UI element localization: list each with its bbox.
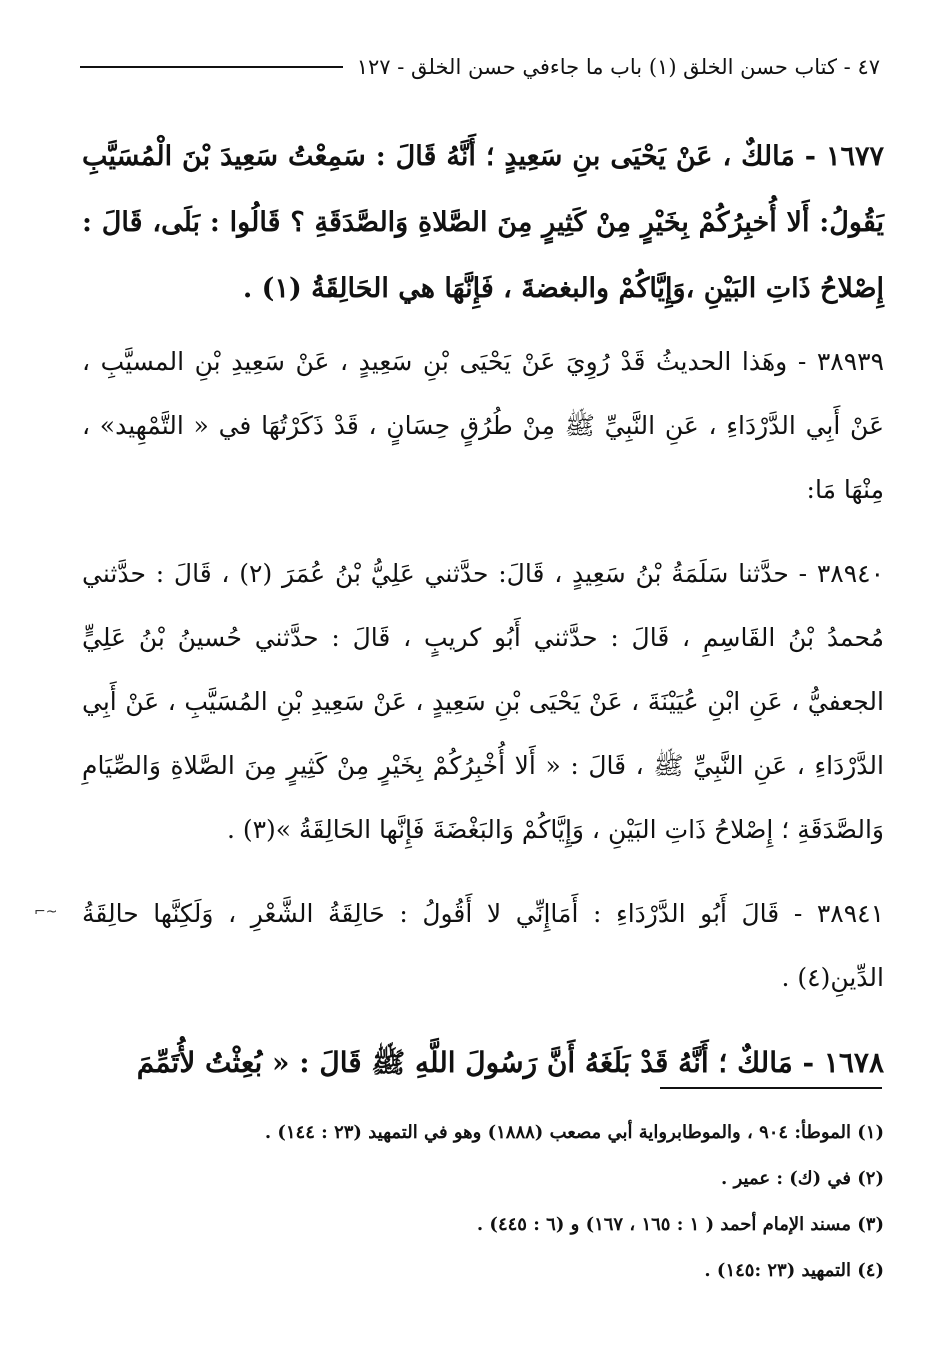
footnotes bbox=[82, 1115, 884, 1299]
header-rule bbox=[80, 66, 343, 68]
paragraph-38940: ٣٨٩٤٠ - حدَّثنا سَلَمَةُ بْنُ سَعِيدٍ ، قَالَ: حدَّثني عَلِيُّ بْنُ عُمَرَ (٢) ، قَالَ : حدَّثني مُحمدُ بْنُ القَاسِمِ ، قَالَ : حدَّثني أَبُو كريبٍ ، قَالَ : حدَّثني حُسينُ بْنُ عَلِيٍّ الجعفيُّ ، عَنِ ابْنِ عُيَيْنَةَ ، عَنْ يَحْيَى بْنِ سَعِيدٍ ، عَنْ سَعِيدِ بْنِ المُسَيَّبِ ، عَنْ أَبِي الدَّرْدَاءِ ، عَنِ النَّبِيِّ ﷺ ، قَالَ : « أَلا أُخْبِرُكُمْ بِخَيْرٍ مِنْ كَثِيرٍ مِنَ الصَّلاةِ وَالصِّيَامِ وَالصَّدَقَةِ ؛ إِصْلاحُ ذَاتِ البَيْنِ ، وَإِيَّاكُمْ وَالبَغْضَةَ فَإِنَّها الحَالِقَةُ »(٣) . bbox=[82, 559, 885, 844]
paragraph-38941: ٣٨٩٤١ - قَالَ أَبُو الدَّرْدَاءِ : أَمَاإِنِّي لا أَقُولُ : حَالِقَةُ الشَّعْرِ ، وَلَكِنَّها حالِقَةُ الدِّينِ(٤) . bbox=[82, 899, 884, 992]
footnote-1: (١) الموطأ: ٩٠٤ ، والموطابرواية أبي مصعب (١٨٨٨) وهو في التمهيد (٢٣ : ١٤٤) . bbox=[264, 1122, 884, 1143]
footnote-rule bbox=[660, 1087, 882, 1089]
footnote-2: (٢) في (ك) : عمير . bbox=[721, 1168, 884, 1189]
hadith-1678: ١٦٧٨ - مَالكٌ ؛ أَنَّهُ قَدْ بَلَغَهُ أَنَّ رَسُولَ اللَّهِ ﷺ قَالَ : « بُعِثْتُ لأُتَمِّمَ bbox=[136, 1046, 884, 1079]
main-text bbox=[82, 124, 884, 1096]
footnote-4: (٤) التمهيد (٢٣ :١٤٥) . bbox=[704, 1260, 884, 1281]
header-title: ٤٧ - كتاب حسن الخلق (١) باب ما جاءفي حسن الخلق - ١٢٧ bbox=[356, 55, 880, 79]
running-header bbox=[80, 44, 880, 90]
paragraph-38939: ٣٨٩٣٩ - وهَذا الحديثُ قَدْ رُوِيَ عَنْ يَحْيَى بْنِ سَعِيدٍ ، عَنْ سَعِيدِ بْنِ المسيَّبِ ، عَنْ أَبِي الدَّرْدَاءِ ، عَنِ النَّبِيِّ ﷺ مِنْ طُرُقٍ حِسَانٍ ، قَدْ ذَكَرْتُهَا في « التَّمْهِيد» ، مِنْهَا مَا: bbox=[82, 347, 884, 504]
hadith-1677: ١٦٧٧ - مَالكٌ ، عَنْ يَحْيَى بنِ سَعِيدٍ ؛ أَنَّهُ قَالَ : سَمِعْتُ سَعِيدَ بْنَ الْمُسَيَّبِ يَقُولُ: أَلا أُخبِرُكُمْ بِخَيْرٍ مِنْ كَثِيرٍ مِنَ الصَّلاةِ وَالصَّدَقَةِ ؟ قَالُوا : بَلَى، قَالَ : إِصْلاحُ ذَاتِ البَيْنِ ،وَإِيَّاكُمْ والبغضةَ ، فَإِنَّهَا هي الحَالِقَةُ (١) . bbox=[82, 141, 884, 304]
footnote-3: (٣) مسند الإمام أحمد ( ١ : ١٦٥ ، ١٦٧) و (٦ : ٤٤٥) . bbox=[476, 1214, 884, 1235]
margin-scan-mark: ⌐~ bbox=[34, 904, 58, 920]
